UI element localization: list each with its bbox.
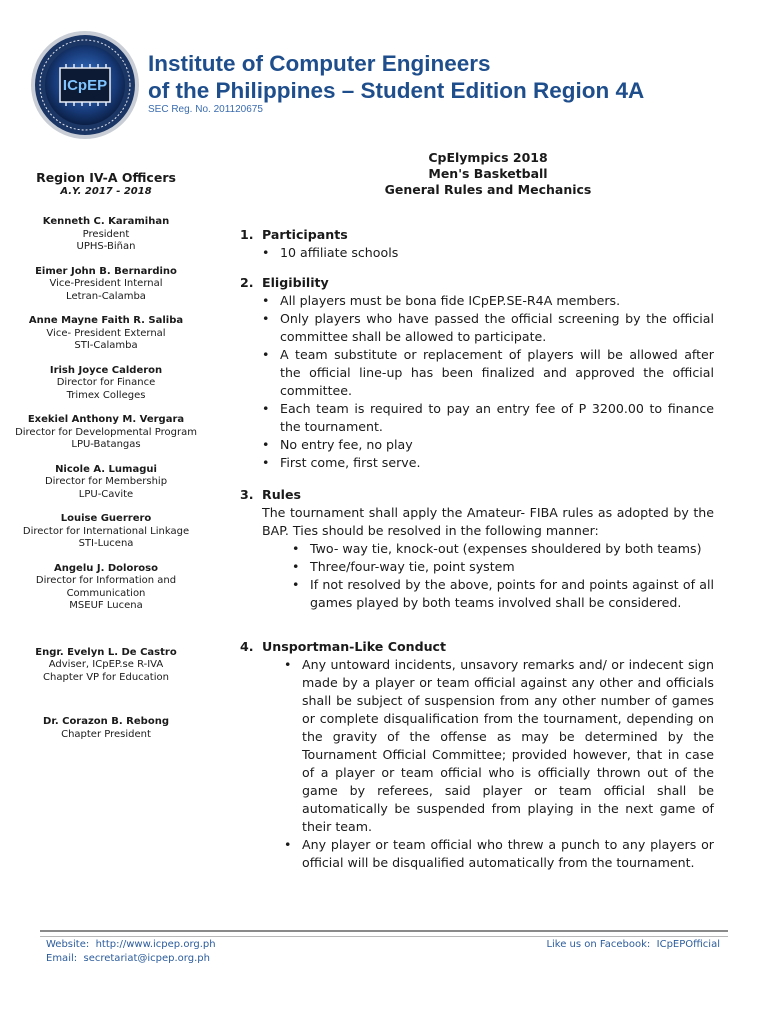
chapter-president-name: Dr. Corazon B. Rebong (43, 716, 169, 727)
officer-entry (8, 513, 204, 551)
list-item: • If not resolved by the above, points for and points against of all games played by both teams involved shall be considered. (292, 576, 714, 612)
officer-school: STI-Lucena (78, 538, 134, 549)
list-item: • Two- way tie, knock-out (expenses shouldered by both teams) (292, 540, 714, 558)
section-number: 4. (240, 639, 254, 654)
list-item: • All players must be bona fide ICpEP.SE-R4A members. (262, 292, 714, 310)
officer-name: Eimer John B. Bernardino (35, 265, 177, 277)
email-label: Email: (46, 953, 78, 964)
document-heading (240, 150, 736, 198)
adviser-role: Adviser, ICpEP.se R-IVA (48, 659, 164, 670)
website-link[interactable]: http://www.icpep.org.ph (95, 939, 216, 950)
officer-entry (8, 365, 204, 403)
officers-title: Region IV-A Officers (36, 170, 176, 185)
website-line (46, 938, 216, 952)
section-participants (240, 226, 714, 262)
officer-name: Louise Guerrero (60, 513, 152, 524)
section-title: Rules (262, 487, 302, 502)
facebook-link[interactable]: ICpEPOfficial (656, 939, 720, 950)
section-heading (240, 274, 714, 292)
rules-content (240, 226, 714, 884)
list-item: • Only players who have passed the official screening by the official committee shall be allowed to participate. (262, 310, 714, 346)
event-title: CpElympics 2018 (428, 150, 548, 165)
section-heading (240, 638, 714, 656)
officer-name: Angelu J. Doloroso (54, 562, 158, 574)
facebook-label: Like us on Facebook: (546, 939, 651, 950)
section-number: 2. (240, 275, 254, 290)
officer-school: LPU-Batangas (71, 439, 141, 450)
officer-school: STI-Calamba (74, 340, 138, 351)
section-rules (240, 486, 714, 612)
officer-entry (8, 563, 204, 613)
bullet-list (240, 244, 714, 262)
adviser-name: Engr. Evelyn L. De Castro (35, 646, 177, 658)
officer-name: Kenneth C. Karamihan (42, 216, 170, 227)
section-title: Eligibility (262, 275, 329, 290)
officer-entry (8, 315, 204, 353)
officer-school: UPHS-Biñan (76, 241, 136, 252)
officer-position-cont: Communication (66, 587, 146, 599)
list-item: • 10 affiliate schools (262, 244, 714, 262)
officer-name: Nicole A. Lumagui (55, 463, 157, 475)
officer-position: Vice-President Internal (49, 278, 163, 289)
officer-entry (8, 216, 204, 254)
section-eligibility (240, 274, 714, 472)
footer-divider (40, 930, 728, 937)
sec-registration: SEC Reg. No. 201120675 (148, 104, 263, 115)
bullet-list (240, 540, 714, 612)
section-number: 1. (240, 227, 254, 242)
list-item: • First come, first serve. (262, 454, 714, 472)
footer-social (546, 938, 720, 952)
officer-position: Vice- President External (46, 327, 166, 339)
adviser-entry (8, 647, 204, 685)
bullet-list (240, 656, 714, 872)
org-title-line1: Institute of Computer Engineers (148, 51, 491, 76)
officer-position: Director for Finance (56, 377, 156, 388)
chapter-president-entry (8, 716, 204, 741)
officer-position: Director for International Linkage (22, 525, 190, 537)
section-title: Participants (262, 227, 348, 242)
officer-name: Anne Mayne Faith R. Saliba (28, 315, 184, 326)
chapter-president-role: Chapter President (61, 728, 151, 740)
bullet-list (240, 292, 714, 472)
officer-school: LPU-Cavite (78, 488, 134, 500)
list-item: • Any untoward incidents, unsavory remarks and/ or indecent sign made by a player or team official against any other and officials shall be subject of suspension from any other number of games or complete disqualification from the tournament, depending on the gravity of the offense as may be determined by the Tournament Official Committee; provided however, that in case of a player or team official who is officially thrown out of the game by referees, said player or team official shall be automatically be suspended from playing in the next game of their team. (284, 656, 714, 836)
officer-position: Director for Developmental Program (15, 426, 197, 438)
event-category: Men's Basketball (428, 166, 548, 181)
list-item: • Each team is required to pay an entry fee of P 3200.00 to finance the tournament. (262, 400, 714, 436)
list-item: • No entry fee, no play (262, 436, 714, 454)
email-line (46, 952, 216, 966)
list-item: • Any player or team official who threw a punch to any players or official will be disqualified automatically from the tournament. (284, 836, 714, 872)
officer-name: Irish Joyce Calderon (49, 364, 163, 376)
officer-name: Exekiel Anthony M. Vergara (27, 414, 185, 425)
list-item: • Three/four-way tie, point system (292, 558, 714, 576)
list-item: • A team substitute or replacement of players will be allowed after the official line-up has been finalized and approved the official committee. (262, 346, 714, 400)
document-title: General Rules and Mechanics (384, 182, 592, 197)
officer-school: MSEUF Lucena (69, 600, 143, 611)
footer-contact (46, 938, 216, 966)
officer-school: Letran-Calamba (66, 290, 146, 302)
org-title-line2: of the Philippines – Student Edition Region 4A (148, 78, 645, 103)
section-heading (240, 486, 714, 504)
academic-year: A.Y. 2017 - 2018 (60, 186, 152, 197)
officers-sidebar (8, 170, 204, 753)
officer-entry (8, 464, 204, 502)
website-label: Website: (46, 939, 90, 950)
section-heading (240, 226, 714, 244)
officer-position: Director for Information and (35, 575, 177, 586)
adviser-role-2: Chapter VP for Education (43, 671, 169, 683)
rules-intro: The tournament shall apply the Amateur- FIBA rules as adopted by the BAP. Ties should be resolved in the following manner: (262, 505, 714, 538)
officer-entry (8, 414, 204, 452)
officer-school: Trimex Colleges (66, 389, 146, 401)
section-conduct (240, 638, 714, 872)
officer-entry (8, 266, 204, 304)
icpep-logo (30, 30, 140, 140)
org-title (148, 50, 644, 104)
logo-text: ICpEP (62, 77, 108, 94)
section-title: Unsportman-Like Conduct (262, 639, 447, 654)
email-link[interactable]: secretariat@icpep.org.ph (83, 953, 210, 964)
officer-position: President (82, 228, 130, 240)
officer-position: Director for Membership (44, 476, 168, 487)
section-number: 3. (240, 487, 254, 502)
